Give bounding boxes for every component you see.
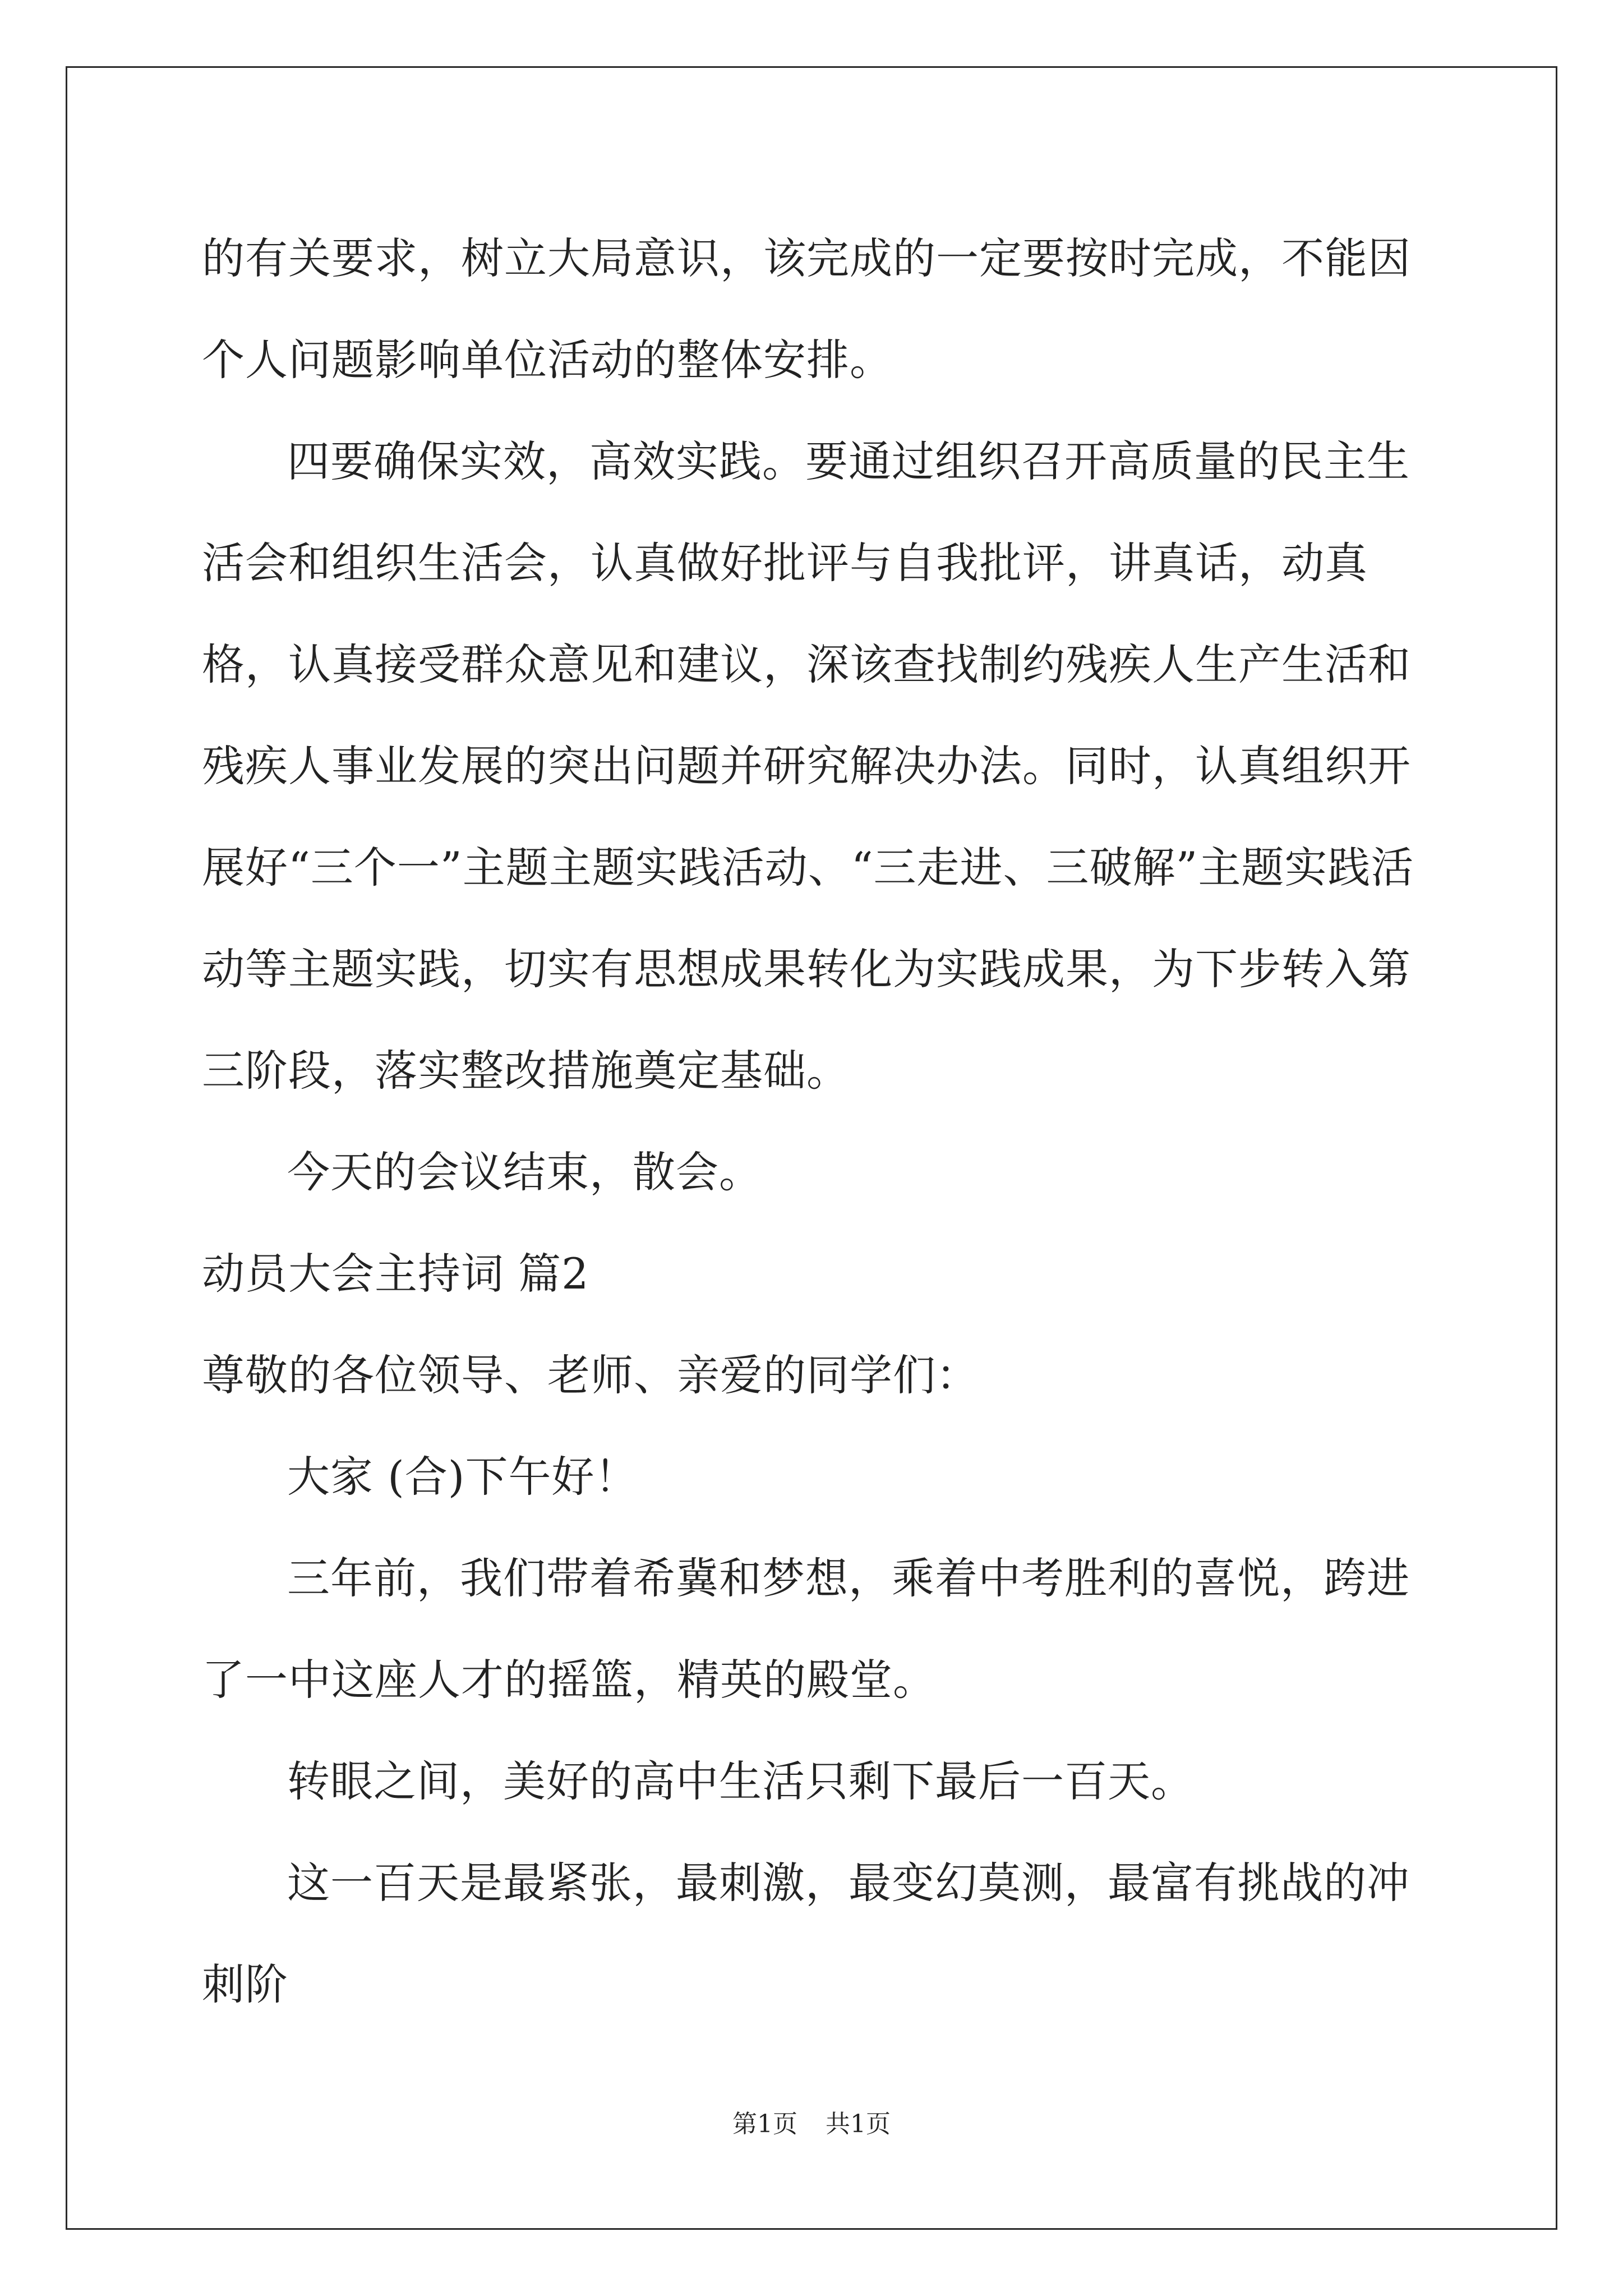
salutation: 尊敬的各位领导、老师、亲爱的同学们： xyxy=(202,1350,979,1400)
paragraph-9: 这一百天是最紧张，最刺激，最变幻莫测，最富有挑战的冲刺阶 xyxy=(202,1858,1410,2009)
greeting: 大家 (合)下午好！ xyxy=(287,1452,638,1502)
page-number: 第1页 xyxy=(732,2110,797,2138)
document-body xyxy=(202,208,1424,2035)
paragraph-1: 的有关要求，树立大局意识，该完成的一定要按时完成，不能因个人问题影响单位活动的整体安排。 xyxy=(202,233,1411,385)
section-heading: 动员大会主持词 篇2 xyxy=(202,1249,589,1299)
page-total: 共1页 xyxy=(826,2110,891,2138)
paragraph-2: 四要确保实效，高效实践。要通过组织召开高质量的民主生活会和组织生活会，认真做好批评与自我批评，讲真话，动真格，认真接受群众意见和建议，深该查找制约残疾人生产生活和残疾人事业发展的突出问题并研究解决办法。同时，认真组织开展好“三个一”主题主题实践活动、“三走进、三破解”主题实践活动等主题实践，切实有思想成果转化为实践成果，为下步转入第三阶段，落实整改措施奠定基础。 xyxy=(202,436,1414,1096)
page-footer xyxy=(0,2104,1623,2139)
paragraph-3: 今天的会议结束，散会。 xyxy=(287,1147,762,1197)
paragraph-7: 三年前，我们带着希冀和梦想，乘着中考胜利的喜悦，跨进了一中这座人才的摇篮，精英的殿堂。 xyxy=(202,1553,1410,1705)
paragraph-8: 转眼之间，美好的高中生活只剩下最后一百天。 xyxy=(287,1756,1194,1806)
